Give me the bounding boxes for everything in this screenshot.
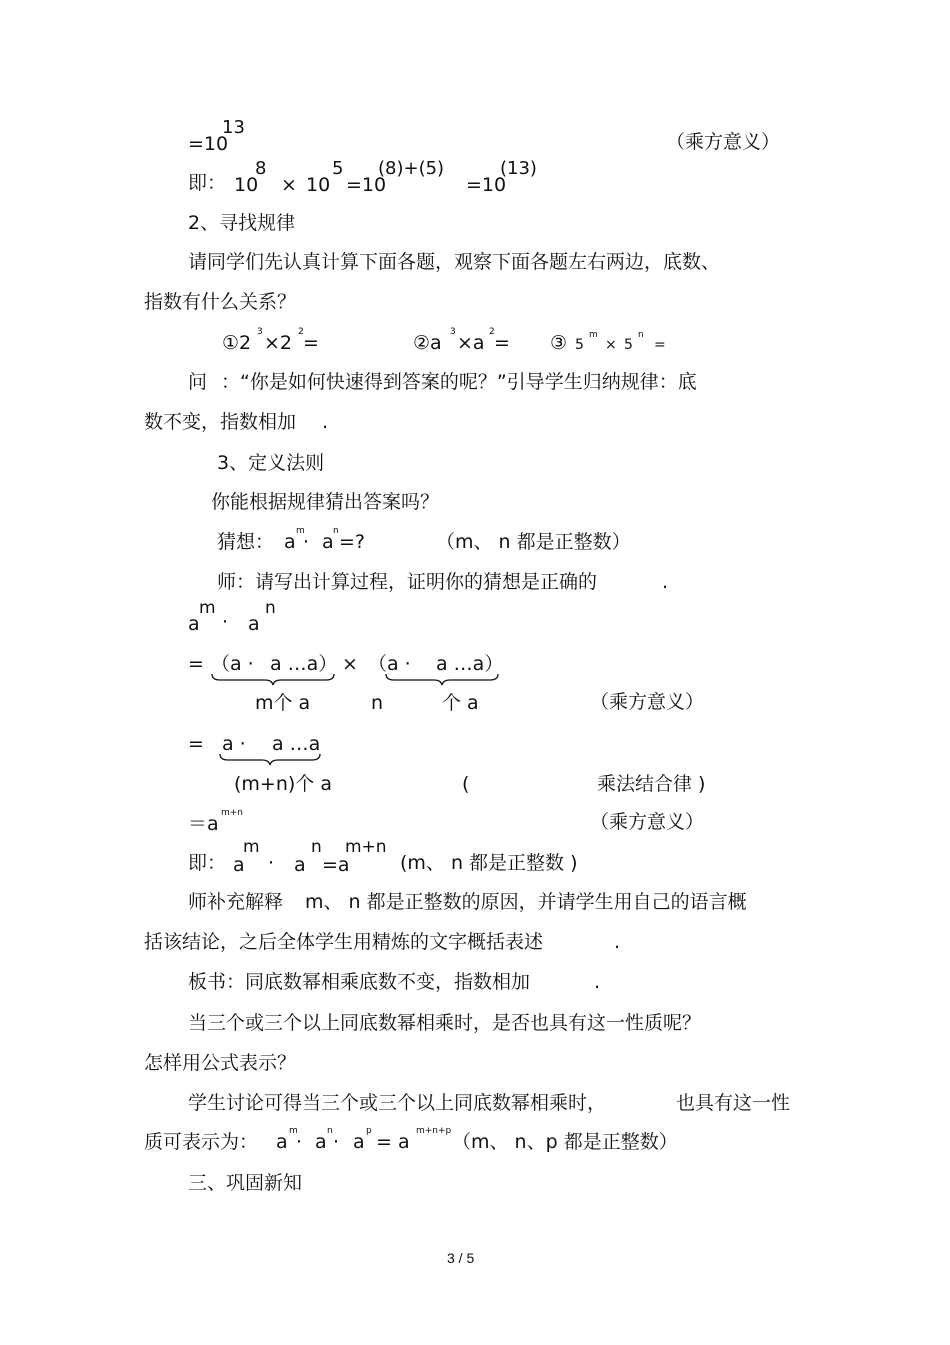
exponent: n (638, 330, 644, 340)
exponent: 13 (222, 117, 245, 138)
exponent: (13) (500, 158, 537, 179)
operator: · (222, 611, 229, 633)
paragraph: 怎样用公式表示？ (144, 1052, 297, 1074)
label-ji: 即： (188, 172, 227, 194)
paragraph: 括该结论，之后全体学生用精炼的文字概括表述 (144, 931, 544, 953)
equals: = (654, 337, 666, 353)
group-open: （a · (211, 653, 254, 675)
term: 10 (306, 174, 331, 196)
operator: · (268, 852, 275, 874)
exponent: (8)+(5) (378, 158, 445, 179)
note: 乘法结合律 ) (597, 773, 706, 795)
term: a (188, 613, 200, 635)
brace-label: m个 a (255, 692, 311, 714)
term: a (353, 1131, 365, 1153)
exponent: m+n (345, 837, 387, 857)
section-heading: 三、巩固新知 (188, 1172, 303, 1194)
group-open: （a · (368, 653, 411, 675)
paragraph: 当三个或三个以上同底数幂相乘时，是否也具有这一性质呢？ (188, 1012, 702, 1034)
paragraph: 学生讨论可得当三个或三个以上同底数幂相乘时， (188, 1092, 607, 1114)
exponent: m (289, 1126, 298, 1136)
exponent: m+n+p (416, 1126, 452, 1136)
underbrace (384, 672, 500, 686)
exponent: n (311, 837, 322, 857)
term: 5 (575, 337, 584, 353)
underbrace (218, 752, 322, 766)
term: =10 (346, 174, 387, 196)
term: 5 (624, 337, 633, 353)
question-2: ×a (457, 332, 485, 354)
exponent: n (265, 598, 276, 618)
label-ask: 问 (188, 371, 208, 393)
group-content: a …a (272, 733, 321, 755)
equals: = (188, 653, 204, 675)
paragraph: 你能根据规律猜出答案吗？ (211, 491, 440, 513)
exponent: n (333, 526, 339, 536)
group-content: a …a） (270, 653, 338, 675)
period: . (614, 931, 621, 953)
paragraph: 板书：同底数幂相乘底数不变，指数相加 (188, 971, 531, 993)
note: （乘方意义） (666, 131, 781, 153)
equals: = (188, 733, 204, 755)
exponent: m (199, 598, 216, 618)
period: . (662, 571, 669, 593)
term: a (276, 1131, 288, 1153)
period: . (322, 411, 329, 433)
label-ji: 即： (188, 852, 227, 874)
question-2: ②a (413, 332, 442, 354)
note: （m、 n 都是正整数） (436, 531, 631, 553)
exponent: 3 (450, 327, 456, 337)
period: . (594, 971, 601, 993)
paragraph: 指数有什么关系？ (144, 291, 297, 313)
term: a (322, 531, 334, 553)
term: a (294, 854, 306, 876)
page-number: 3 / 5 (447, 1250, 475, 1266)
term: a (284, 531, 296, 553)
operator: · (296, 1131, 303, 1153)
term: a (233, 854, 245, 876)
exponent: n (327, 1126, 333, 1136)
question-1: ×2 (264, 332, 293, 354)
paragraph: 数不变，指数相加 (144, 411, 297, 433)
operator: × (281, 174, 297, 196)
eq-line-1: =10 (188, 133, 229, 155)
note: （乘方意义） (590, 691, 705, 713)
operator: × (342, 653, 358, 675)
term: =10 (466, 174, 507, 196)
exponent: 2 (489, 327, 495, 337)
paren: ( (462, 773, 470, 795)
exponent: m+n (221, 808, 244, 818)
note: （m、 n、p 都是正整数） (452, 1131, 678, 1153)
brace-label: (m+n)个 a (234, 773, 332, 795)
exponent: 8 (255, 158, 267, 179)
exponent: 5 (332, 158, 344, 179)
question-3: ③ (550, 332, 568, 354)
group-content: a …a） (436, 653, 504, 675)
exponent: m (589, 330, 598, 340)
term: = a (376, 1131, 410, 1153)
brace-label: 个 a (442, 692, 479, 714)
exponent: m (243, 837, 260, 857)
paragraph: 师：请写出计算过程，证明你的猜想是正确的 (217, 571, 598, 593)
section-heading: 2、寻找规律 (188, 212, 296, 234)
operator: · (333, 1131, 340, 1153)
paragraph: 请同学们先认真计算下面各题，观察下面各题左右两边，底数、 (188, 251, 721, 273)
operator: × (605, 337, 617, 353)
term: =a (322, 854, 350, 876)
operator: · (303, 531, 310, 553)
term: a (315, 1131, 327, 1153)
term: =? (339, 531, 366, 553)
paragraph: m、 n 都是正整数的原因，并请学生用自己的语言概 (305, 891, 747, 913)
paragraph: 也具有这一性 (676, 1092, 791, 1114)
group-open: a · (222, 733, 246, 755)
note: (m、 n 都是正整数 ) (400, 852, 578, 874)
underbrace (210, 672, 336, 686)
brace-label: n (371, 692, 384, 714)
result: ＝a (188, 813, 219, 835)
note: （乘方意义） (590, 811, 705, 833)
equals: = (303, 332, 319, 354)
paragraph: 师补充解释 (188, 891, 284, 913)
term: 10 (234, 174, 259, 196)
paragraph: ：“你是如何快速得到答案的呢？”引导学生归纳规律：底 (221, 371, 697, 393)
exponent: 2 (298, 327, 304, 337)
term: a (248, 613, 260, 635)
question-1: ①2 (222, 332, 252, 354)
label-guess: 猜想： (217, 531, 275, 553)
paragraph: 质可表示为： (144, 1131, 259, 1153)
section-heading: 3、定义法则 (217, 452, 325, 474)
exponent: 3 (257, 327, 263, 337)
equals: = (494, 332, 510, 354)
exponent: m (296, 526, 305, 536)
exponent: p (366, 1126, 372, 1136)
